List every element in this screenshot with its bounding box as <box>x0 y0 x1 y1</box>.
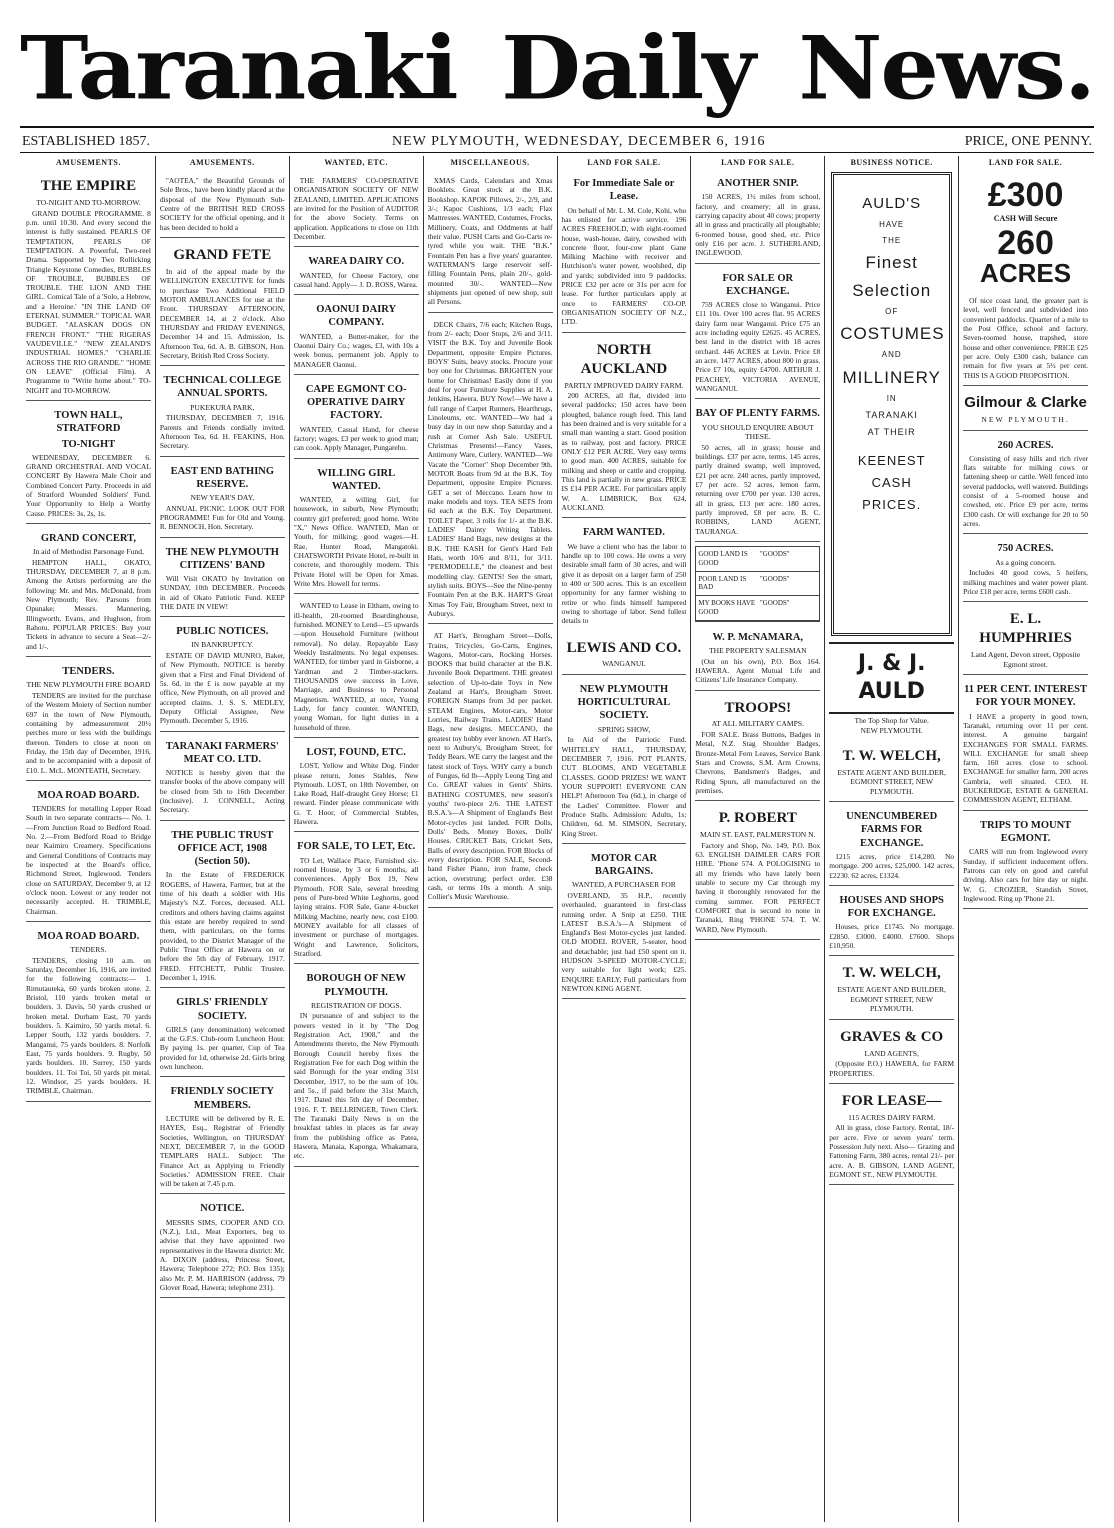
ad-welch-1 <box>829 742 954 803</box>
ad-title: Gilmour & Clarke <box>964 394 1087 412</box>
ad-750-acres <box>963 537 1088 602</box>
box-line: THE <box>882 236 902 246</box>
ad-title: TROOPS! <box>724 699 792 716</box>
goods-cell: "GOODS" <box>758 547 819 572</box>
ad-houses-shops <box>829 889 954 956</box>
ad-body: "AOTEA," the Beautiful Grounds of Sole Bros., have been kindly placed at the disposal of the New Plymouth Sub-Centre of the BRITISH RED CROSS SOCIETY for the official opening, and it has been decided to hold a <box>159 176 285 232</box>
ad-body: WANTED, a Butter-maker, for the Oaonui Dairy Co.; wages, £3, with 10s a week bonus, permanent job. Apply to MANAGER Oaonui. <box>293 331 419 369</box>
ad-public-notices <box>160 620 285 731</box>
ad-title: THE PUBLIC TRUST OFFICE ACT, 1908 (Section 50). <box>171 829 274 868</box>
ad-title: 260 ACRES. <box>997 439 1054 451</box>
ad-body: 150 ACRES, 1½ miles from school, factory, and creamery; all in grass, carrying capacity about 40 cows; property all in grass and practically all ploughable; 6-roomed house, good shed, etc. Price only £16 per acre. J. SUTHERLAND, INGLEWOOD. <box>695 192 821 258</box>
ad-subtitle: WANTED, A PURCHASER FOR <box>572 880 676 890</box>
top-rule <box>20 126 1094 128</box>
ad-title: GRAND CONCERT, <box>40 533 136 545</box>
ad-body: WANTED, Casual Hand, for cheese factory; wages, £3 per week to good man; can cook. Apply Manager, Pungarehu. <box>293 424 419 453</box>
ad-oaonui-dairy <box>294 298 419 375</box>
ad-title: T. W. WELCH, <box>842 747 941 764</box>
ad-body: GRAND DOUBLE PROGRAMME. 8 p.m. until 10.30. And every second the interest is fully sustained. PEARLS OF TEMPTATION, PEARLS OF TEMPTATION. A Powerful, Two-reel Drama. Supported by Two Rollicking Triangle Keystone Comedies, BUBBLES OF TROUBLE, BUBBLES OF TROUBLE. THE LION AND THE GIRL. Comical Tale of a 'Solo, a Hebrew, and a Heroine.' "IN THE LAND OF ETERNAL SUMMER." TOPICAL WAR BUDGET. "ALASKAN DOGS ON FRENCH FRONT." "THE RIGERAS VAUDEVILLE." "NEW ZEALAND'S INDUSTRIAL HOMES." "CHARLIE ACROSS THE RIO GRANDE." "HOME ON LEAVE" (Official Film). A Programme to "Write home about." TO-NIGHT and TO-MORROW. <box>26 208 151 395</box>
ad-mcnamara <box>695 626 820 691</box>
ad-title: TOWN HALL, STRATFORD <box>54 410 123 435</box>
ad-title: GRAVES & CO <box>840 1028 944 1045</box>
column-head: AMUSEMENTS. <box>189 158 255 167</box>
ad-title: HOUSES AND SHOPS FOR EXCHANGE. <box>839 894 944 920</box>
ad-body: WEDNESDAY, DECEMBER 6. GRAND ORCHESTRAL AND VOCAL CONCERT By Hawera Male Choir and Combined Concert Party. Proceeds in aid of Stratford Wounded Soldiers' Fund. Your Opportunity to Help a Worthy Cause. PRICES: 3s, 2s, 1s. <box>26 452 151 518</box>
ad-body: DECK Chairs, 7/6 each; Kitchen Rugs, from 2/- each; Door Stops, 2/6 and 3/11. VISIT the B.K. Toy and Juvenile Book Department, opposite Empire Pictures. BOYS' Suits, heavy stocks. Procure your boy one for Christmas. BRIGHTEN your home for Christmas! Easily done if you deal for your Furniture Supplies at H. A. Jenkins, Hawera. BUY Now!—We have a full range of Carpet Runners, Hearthrugs, Linoleums, etc. WANTED—We had a busy day in our new shop Saturday and a rush at Corner Ash Sale. USEFUL Christmas Presents!—Fancy Vases, Antimony Ware, Cutlery. WANTED—We Vacate the "Corner" Shop December 9th. MOTOR Boats from 9d at the B.K. Toy Department, opposite Empire Pictures. GET a set of Meccano. Learn how to make models and toys. TEA SETS from 6d each at the B.K. Toy Department. TOILET Paper, 3 rolls for 1/- at the B.K. LADIES' Dainty Writing Tablets. LADIES' Hand Bags, new designs at the B.K. THE KASH for Gent's Hard Felt Hats, worth 10/6 and 8/11, for 3/11. "PERMODELLE," the cleanest and best modelling clay. GENTS! See the smart, stylish suits. BOYS—See the Nine-penny Fountain Pen at the B.K. HART'S Great Xmas Toy Fair, Brougham Street, next to Auburys. <box>427 319 553 618</box>
ad-coast-land <box>963 292 1088 386</box>
big-acres: 260 <box>997 224 1054 263</box>
ad-notice-sims <box>160 1197 285 1298</box>
ad-body: Will Visit OKATO by Invitation on SUNDAY, 10th DECEMBER. Proceeds in aid of Okato Patriotic Fund. KEEP THE DATE IN VIEW! <box>159 573 285 611</box>
ad-title: FOR SALE OR EXCHANGE. <box>722 272 794 297</box>
masthead-word-taranaki: Taranaki <box>20 16 457 120</box>
column-amusements-1 <box>22 156 156 1522</box>
column-land-2 <box>691 156 825 1522</box>
ad-subtitle: REGISTRATION OF DOGS. <box>310 1000 402 1010</box>
date-text: NEW PLYMOUTH, WEDNESDAY, DECEMBER 6, 1916 <box>392 134 766 149</box>
ad-for-lease <box>829 1087 954 1185</box>
ad-unencumbered <box>829 805 954 886</box>
column-head: LAND FOR SALE. <box>988 158 1063 167</box>
ad-title: FARM WANTED. <box>583 527 665 539</box>
ad-body: MESSRS SIMS, COOPER AND CO. (N.Z.), Ltd., Meat Exporters, beg to advise that they have appointed two representatives in the Hawera district: Mr. A. DIXON (address, Princess Street, Hawera; Telephone 272; P.O. Box 135); also Mr. P. M. HARRISON (address, 79 Glover Road, Hawera; telephone 231). <box>159 1217 285 1292</box>
ad-borough-dogs <box>294 967 419 1166</box>
ad-subtitle: THE NEW PLYMOUTH FIRE BOARD <box>26 680 151 690</box>
ad-title: NORTH AUCKLAND <box>580 341 668 377</box>
ad-body: THE FARMERS' CO-OPERATIVE ORGANISATION SOCIETY OF NEW ZEALAND, LIMITED. APPLICATIONS are invited for the Position of AUDITOR for the above Society. Terms on application. Applications to close on 11th December. <box>293 176 419 242</box>
ad-horticultural <box>562 678 687 844</box>
ad-p-robert <box>695 804 820 940</box>
aulds-box-ad <box>831 172 952 636</box>
box-line: COSTUMES <box>840 324 945 344</box>
big-price: £300 <box>987 176 1064 215</box>
ad-subtitle: WANGANUI. <box>602 659 646 669</box>
ad-body: TENDERS for metalling Lepper Road South in two separate contracts— No. 1.—From Junction Road to Bedford Road. No. 2.—From Bedford Road to Bridge near Kaimiro Creamery. Specifications and General Conditions of Contracts may be inspected at the Board's office, Richmond Street, Inglewood. Tenders close on SATURDAY, December 9, at 12 o'clock noon. Lowest or any tender not necessarily accepted. H. TRIMBLE, Chairman. <box>26 804 151 916</box>
masthead <box>20 18 1094 118</box>
ad-girls-friendly <box>160 991 285 1077</box>
ad-body: (Out on his own), P.O. Box 164. HAWERA. Agent Mutual Life and Citizens' Life Insurance Company. <box>695 656 821 685</box>
ad-title: LEWIS AND CO. <box>566 639 682 656</box>
goods-cell: POOR LAND IS BAD <box>696 572 757 597</box>
ad-title: TENDERS. <box>62 666 115 678</box>
box-line: Selection <box>852 280 932 300</box>
column-head: WANTED, ETC. <box>324 158 388 167</box>
ad-title: E. L. HUMPHRIES <box>979 611 1072 647</box>
column-head: LAND FOR SALE. <box>721 158 795 167</box>
goods-cell: MY BOOKS HAVE GOOD <box>696 596 757 621</box>
goods-cell: "GOODS" <box>758 596 819 621</box>
ad-body: FOR SALE. Brass Buttons, Badges in Metal, N.Z. Stag Shoulder Badges, Bronze-Metal Fern Leaves, Service Bank Stars and Crowns, S.M. Arm Crowns, Chevrons, Bandsmen's Badges, and Riding Spurs, all manufactured on the premises. <box>695 730 821 795</box>
ad-body: HEMPTON HALL, OKATO, THURSDAY, DECEMBER 7, at 8 p.m. Among the Artists performing are the following: Mr. and Mrs. McDonald, from New Plymouth; Rev. Parsons from Opunake; Messrs. Mannering, Illingworth, Evans, and Hughson, from Rahotu. POPULAR PRICES: Buy your Tickets in advance to secure a Seat—2/- and 1/-. <box>26 557 151 651</box>
ad-body: ESTATE OF DAVID MUNRO, Baker, of New Plymouth. NOTICE is hereby given that a First and Final Dividend of 5s. 6d. in the £ is now payable at my office, New Plymouth, on all proved and accepted claims. J. S. S. MEDLEY, Deputy Official Assignee, New Plymouth. December 5, 1916. <box>159 651 285 726</box>
column-head: LAND FOR SALE. <box>587 158 661 167</box>
box-line: AT THEIR <box>867 427 916 438</box>
ad-misc-3 <box>428 627 553 908</box>
ad-title: CAPE EGMONT CO-OPERATIVE DAIRY FACTORY. <box>305 384 407 422</box>
ad-body: On behalf of Mr. L. M. Cole, Kohi, who has enlisted for active service. 196 ACRES FREEHOLD, with eight-roomed house, wash-house, dairy, cowshed with concrete floor, four-cow plant Gane Milking Machine with receiver and Hutchison's water power, woolshed, dip and yards; subdivided into 9 paddocks. PRICE £32 per acre or 31s per acre for lease. For further particulars apply at once to FARMERS' CO-OP. ORGANISATION SOCIETY OF N.Z., LTD. <box>561 205 687 327</box>
ad-title: GRAND FETE <box>173 247 272 264</box>
ad-warea-dairy <box>294 250 419 295</box>
ad-title: UNENCUMBERED FARMS FOR EXCHANGE. <box>846 811 938 849</box>
ad-body: THURSDAY, DECEMBER 7, 1916. Parents and Friends cordially invited. Afternoon Tea, 6d. H. FEAKINS, Hon. Secretary. <box>159 413 285 451</box>
ad-for-sale <box>294 835 419 964</box>
ad-misc-1 <box>428 172 553 313</box>
box-line: HAVE <box>879 219 905 229</box>
ad-title: P. ROBERT <box>718 810 797 827</box>
ad-body: 759 ACRES close to Wanganui. Price £11 10s. Over 100 acres flat. 95 ACRES dairy farm near Wanganui. Price £75 an acre including equity £2625. 45 ACRES, best land in the district with 18 acres orchard. 446 ACRES at Levin. Price £8 an acre. 1477 ACRES, about 800 in grass. Price £7 10s, equity £4700. ARTHUR J. PEACHEY, VICTORIA AVENUE, WANGANUI. <box>695 300 821 393</box>
ad-cape-egmont <box>294 378 419 459</box>
ad-title: NOTICE. <box>200 1203 245 1215</box>
established-text: ESTABLISHED 1857. <box>22 134 150 149</box>
ad-moa-road-2 <box>26 925 151 1102</box>
ad-title: W. P. McNAMARA, <box>712 631 804 643</box>
ad-troops <box>695 694 820 802</box>
column-head: AMUSEMENTS. <box>56 158 121 167</box>
ad-title: TARANAKI FARMERS' MEAT CO. LTD. <box>165 740 279 765</box>
ad-subtitle: YOU SHOULD ENQUIRE ABOUT THESE. <box>701 422 814 442</box>
ad-subtitle: IN BANKRUPTCY. <box>191 640 254 650</box>
ad-grand-fete <box>160 241 285 366</box>
ad-title: WILLING GIRL WANTED. <box>317 467 396 492</box>
ad-lewis-co <box>562 634 687 675</box>
ad-title: BOROUGH OF NEW PLYMOUTH. <box>306 973 406 998</box>
ad-body: Of nice coast land, the greater part is level, well fenced and subdivided into convenient paddocks. Quarter of a mile to the Post Office, school and factory. Seven-roomed house, trapshed, store house and other convenience. PRICE £25 per acre. Only £300 cash, balance can remain for five years at 5½ per cent. THIS IS A GOOD PROPOSITION. <box>963 296 1088 380</box>
ad-title: TECHNICAL COLLEGE ANNUAL SPORTS. <box>163 375 282 400</box>
ad-title: FRIENDLY SOCIETY MEMBERS. <box>170 1086 274 1111</box>
ad-body: In Aid of the Patriotic Fund. WHITELEY HALL, THURSDAY, DECEMBER 7, 1916. POT PLANTS, CUT BLOOMS, AND VEGETABLE CLASSES. GOOD PRIZES! WE WANT YOUR SUPPORT! EVERYONE CAN HELP! Afternoon Tea (6d.), in charge of the Ladies' Committee. Flower and Produce Stalls. Admission: Adults, 1s; Children, 6d. M. SIMSON, Secretary, King Street. <box>561 735 687 838</box>
ad-body: ANNUAL PICNIC. LOOK OUT FOR PROGRAMME! Fun for Old and Young. R. BENNOCH, Hon. Secretary. <box>159 503 285 532</box>
box-line: CASH <box>871 475 912 491</box>
column-wanted <box>290 156 424 1522</box>
goods-table <box>695 546 820 622</box>
box-line: IN <box>886 393 897 403</box>
ad-subtitle: TENDERS. <box>70 945 107 955</box>
ad-title: EAST END BATHING RESERVE. <box>170 465 275 490</box>
ad-body: OVERLAND, 35 H.P., recently overhauled, guaranteed in first-class running order. A Snip at £250. THE LATEST B.S.A.'s—A Shipment of England's Best Motor-cycles just landed. OLD MODEL ROVER, 5-seater, hood and detachable; just had £50 spent on it. HUDSON 3-SPEED MOTOR-CYCLE; very suitable for light work; £25. ENQUIRE EARLY, Full particulars from NEWTON KING AGENT. <box>561 890 687 994</box>
ad-bathing-reserve <box>160 460 285 538</box>
ad-north-auckland <box>562 336 687 519</box>
ad-humphries <box>963 605 1088 675</box>
ad-body: XMAS Cards, Calendars and Xmas Booklets. Great stock at the B.K. Bookshop. KAPOK Pillows, 2/-, 2/9, and 3/-; Kapoc Cushions, 1/3 each; Flax Mattresses. WANTED, Costumes, Frocks, Millinery, Coats, and Oddments at half their value. PUSH Carts and Go-Carts re-tyred while you wait. THE "B.K." Fountain Pen has a five years' guarantee. WATERMAN'S large reservoir self-filling Fountain Pens, plain 20/-, gold-mounted 30/-. WANTED—New shipments just opened of new shop, suit all Persons. <box>427 176 553 307</box>
ad-subtitle: 115 ACRES DAIRY FARM. <box>848 1112 936 1122</box>
auld-logo: J. & J. AULD <box>829 642 954 713</box>
ad-body: We have a client who has the labor to handle up to 100 cows. He owns a very desirable small farm of 30 acres, and will give it as deposit on a larger farm of 250 to 400 or 500 acres. This is an excellent opportunity for any farmer wishing to retire or who finds himself hampered owing to shortage of labor. Send fullest details to <box>561 541 687 626</box>
ad-body: 200 ACRES, all flat, divided into several paddocks; 150 acres have been ploughed, balance rough feed. This land has been drained and is very suitable for a small man wanting a start. Good position as to railway, post and factory. PRICE ONLY £12 PER ACRE. Very easy terms to good man. 400 ACRES, suitable for milking and sheep or cattle and cropping. This land is partially in new grass. PRICE IS £14 PER ACRE. For particulars apply W. A. LIMBRICK, Box 624, AUCKLAND. <box>561 391 687 513</box>
ad-title: PUBLIC NOTICES. <box>176 626 269 638</box>
ad-subtitle: PARTLY IMPROVED DAIRY FARM. <box>564 380 684 390</box>
dateline <box>22 134 1092 150</box>
ad-subtitle: PUKEKURA PARK, <box>190 402 255 412</box>
ad-title: FOR LEASE— <box>841 1092 942 1109</box>
ad-empire <box>26 172 151 401</box>
ad-title: T. W. WELCH, <box>842 965 941 982</box>
goods-cell: "GOODS" <box>758 572 819 597</box>
box-line: KEENEST <box>857 452 926 468</box>
column-amusements-2 <box>156 156 290 1522</box>
ad-body: CARS will run from Inglewood every Sunday, if sufficient inducement offers. Patrons can rely on good and careful driving. Also cars for hire day or night. W. G. CROZIER, Standish Street, Inglewood. Ring up 'Phone 21. <box>963 847 1088 903</box>
ad-body: NOTICE is hereby given that the transfer books of the above company will be closed from 5th to 16th December (inclusive). J. CONNELL, Acting Secretary. <box>159 768 285 815</box>
ad-subtitle: AT ALL MILITARY CAMPS. <box>711 719 804 729</box>
ad-farmers-coop <box>294 172 419 247</box>
box-line: PRICES. <box>862 497 922 513</box>
ad-willing-girl <box>294 462 419 595</box>
ad-title: TRIPS TO MOUNT EGMONT. <box>979 819 1072 845</box>
box-line: AND <box>881 350 902 360</box>
ad-title: 750 ACRES. <box>997 543 1054 555</box>
ad-subtitle: SPRING SHOW, <box>597 724 651 734</box>
price-text: PRICE, ONE PENNY. <box>964 134 1092 149</box>
big-acres-label: ACRES <box>980 258 1072 289</box>
ad-farmers-meat <box>160 735 285 821</box>
ad-body: TENDERS, closing 10 a.m. on Saturday, December 16, 1916, are invited for the following contracts:— 1. Rimutauteka, 60 yards broken stone. 2. Bristol, 110 yards broken metal or boulders. 3. Davis, 50 yards crushed or broken metal. Durham East, 70 yards boulders. 5. Kaimiro, 50 yards metal. 6. Lepper South, 132 yards boulders. 7. Manganui, 75 yards boulders. 8. Norfolk East, 75 yards boulders. 9. Rugby, 50 yards boulders. 10. Surrey, 150 yards boulders. 11. Toi Toi, 50 yards pit metal. 12. Windsor, 25 yards boulders. H. TRIMBLE, Chairman. <box>26 955 151 1096</box>
goods-cell: GOOD LAND IS GOOD <box>696 547 757 572</box>
box-line: TARANAKI <box>865 409 918 420</box>
ad-moa-road-1 <box>26 784 151 922</box>
ad-subtitle: THE PROPERTY SALESMAN <box>709 646 807 656</box>
ad-subtitle: LAND AGENTS, <box>864 1048 919 1058</box>
ad-title: BAY OF PLENTY FARMS. <box>695 408 820 420</box>
ad-title: For Immediate Sale or Lease. <box>573 178 675 203</box>
ad-body: Includes 40 good cows, 5 heifers, milking machines and water power plant. Price £18 per acre, terms £600 cash. <box>963 568 1088 596</box>
ad-lost-found <box>294 741 419 833</box>
box-line: OF <box>885 306 899 316</box>
ad-gilmour-clarke <box>963 389 1088 430</box>
ad-classifieds <box>294 597 419 738</box>
ad-subtitle: As a going concern. <box>995 557 1056 567</box>
ad-another-snip <box>695 172 820 264</box>
ad-farm-wanted <box>562 521 687 630</box>
ad-title: NEW PLYMOUTH HORTICULTURAL SOCIETY. <box>577 684 671 722</box>
ad-title: OAONUI DAIRY COMPANY. <box>316 304 397 329</box>
ad-town-hall <box>26 404 151 524</box>
column-land-3 <box>959 156 1092 1522</box>
ad-body: In the Estate of FREDERICK ROGERS, of Hawera, Farmer, but at the time of his death a soldier with His Majesty's N.Z. Forces, deceased. ALL creditors and others having claims against this estate are hereby required to send them, with particulars, on the forms provided, to the District Manager of the Public Trust Office at Hawera on or before the 5th day of February, 1917. FRED. FITCHETT, Public Trustee. December 1, 1916. <box>159 870 285 983</box>
ad-body: Houses, price £1745. No mortgage. £2850. £3000. £4000. £7600. Shops £10,950. <box>829 922 955 950</box>
column-miscellaneous <box>424 156 558 1522</box>
ad-title: ANOTHER SNIP. <box>717 178 799 190</box>
ad-subtitle: ESTATE AGENT AND BUILDER, EGMONT STREET, NEW PLYMOUTH. <box>837 767 946 796</box>
ad-260-acres <box>963 434 1088 535</box>
ad-body: GIRLS (any denomination) welcomed at the G.F.S. Club-room Luncheon Hour. By paying 1s. per quarter, Cup of Tea provided for 1d, otherwise 2d. Girls bring own luncheon. <box>159 1024 285 1072</box>
ad-title: MOA ROAD BOARD. <box>37 931 140 942</box>
ad-citizens-band <box>160 541 285 618</box>
ad-friendly-society <box>160 1080 285 1194</box>
ad-body: Factory and Shop, No. 149, P.O. Box 63. ENGLISH DAIMLER CARS FOR HIRE. 'Phone 574. A POLOGISING to all my friends who have lately been unable to secure my Car through my having it thoroughly renovated for the coming summer. FOR PERFECT COMFORT that is second to none in Taranaki, Ring 'PHONE 574. T. W. WARD, New Plymouth. <box>695 840 821 934</box>
box-line: AULD'S <box>862 195 922 213</box>
ad-body: WANTED, a willing Girl, for housework, in suburb, New Plymouth; country girl preferred; good home. Write "X," News Office. WANTED, Man or Youth, for milking; good wages.—H. Rae, Hunter Road, Mangatoki. CHATSWORTH Private Hotel, re-built in concrete, and thoroughly modern. This Private Hotel will be Open for Xmas. Write Mrs. Howell for terms. <box>293 495 419 589</box>
bottom-rule <box>20 152 1094 153</box>
ad-body: LECTURE will be delivered by R. E. HAYES, Esq., Registrar of Friendly Societies, Wellington, on THURSDAY NEXT, DECEMBER 7, in the GOOD TEMPLARS HALL. Subject: 'The Finance Act as Applying to Friendly Societies.' ADMISSION FREE. Chair will be taken at 7.45 p.m. <box>159 1113 285 1189</box>
ad-fire-board <box>26 660 151 781</box>
ad-title: WAREA DAIRY CO. <box>308 256 405 268</box>
ad-title: THE NEW PLYMOUTH CITIZENS' BAND <box>165 546 279 571</box>
ad-subtitle: ESTATE AGENT AND BUILDER, EGMONT STREET, NEW PLYMOUTH. <box>837 985 946 1014</box>
columns <box>22 156 1092 1522</box>
ad-body: Consisting of easy hills and rich river flats suitable for milking cows or fattening sheep or cattle. Well fenced into several paddocks, well watered. Buildings consist of a 5-roomed house and cowshed, etc. Price £9 per acre, terms £300 cash. Or will exchange for 20 to 50 acres. <box>963 453 1088 529</box>
ad-title: MOTOR CAR BARGAINS. <box>590 852 657 878</box>
masthead-word-daily: Daily <box>501 16 754 120</box>
ad-subtitle: Land Agent, Devon street, Opposite Egmont street. <box>970 649 1081 669</box>
ad-immediate-sale <box>562 172 687 333</box>
ad-body: I HAVE a property in good town, Taranaki, returning over 11 per cent. interest. A genuine bargain! EXCHANGES FOR SMALL FARMS. WILL EXCHANGE for small sheep farm, 160 acres close to school. EXCHANGE for smaller farm, 200 acres Cambria, well situated. CEO. H. BUCKERIDGE, ESTATE & GENERAL COMMISSION AGENT, ELTHAM. <box>963 711 1088 805</box>
box-line: MILLINERY <box>842 367 941 387</box>
big-cash-label: CASH Will Secure <box>993 214 1058 224</box>
ad-title: FOR SALE, TO LET, Etc. <box>297 841 416 853</box>
ad-interest <box>963 678 1088 811</box>
ad-subtitle: MAIN ST. EAST, PALMERSTON N. <box>700 830 816 840</box>
ad-subtitle: TO-NIGHT AND TO-MORROW. <box>36 197 141 207</box>
ad-body: WANTED, for Cheese Factory, one casual hand. Apply— J. D. ROSS, Warea. <box>293 270 419 289</box>
ad-title: GIRLS' FRIENDLY SOCIETY. <box>176 997 269 1022</box>
ad-technical-college <box>160 369 285 456</box>
ad-title: LOST, FOUND, ETC. <box>306 746 406 758</box>
ad-grand-concert <box>26 527 151 657</box>
ad-body: IN pursuance of and subject to the powers vested in it by "The Dog Registration Act, 1908," and the Amendments thereto, the New Plymouth Borough Council hereby fixes the Registration Fee for each Dog within the said Borough for the year ending 31st December, 1917, to be the sum of 10s. and 5s., if paid before the 31st March, 1917. Dated this 5th day of December, 1916. F. T. BELLRINGER, Town Clerk. The Taranaki Daily News is on the breakfast tables in places as far away from the publishing office as Patea, Hawera, Manaia, Kaponga, Whakamara, etc. <box>293 1011 419 1161</box>
auld-tagline: The Top Shop for Value. <box>854 715 929 725</box>
ad-mount-egmont <box>963 814 1088 909</box>
ad-bay-of-plenty <box>695 402 820 542</box>
ad-body: AT Hart's, Brougham Street—Dolls, Trains, Tricycles, Go-Carts, Engines, Wagons, Motor-cars, Rocking Horses. BOOKS that build character at the B.K. Juvenile Book Department. THE greatest selection of Up-to-date Toys in New Zealand at Hart's, Brougham Street. FOREIGN Stamps from 3d per packet. STEAM Engines, Motor-cars, Motor Lorries, Railway Trains. LADIES' Hand Bags, new designs. MECCANO, the greatest toy hobby ever known. AT Hart's, next to Aubury's, Brougham Street, for Teddy Bears. WE carry the largest and the latest stock of Toys. WHY carry a bunch of Fungus, 6d lb—Apply Leong Ting and Co. GREAT values in Gents' Shirts. BATHING COSTUMES, new season's youths' two-piece 2/6. THE LATEST B.S.A.'s—A Shipment of England's Best Motor-cycles just landed. FOR Dolls, Dolls' Beds, Money Boxes, Dolls' Houses. CRICKET Bats, Cricket Sets, Balls of every description. FOR Blocks of every description. FOR SALE, Second-hand Fisher Piano, iron frame, check action, overstrung; perfect order. £38 cash, or terms 10s a month. A snip. Collier's Music Warehouse. <box>427 631 553 902</box>
ad-body: (Opposite P.O.) HAWERA, for FARM PROPERTIES. <box>829 1059 955 1078</box>
ad-body: In aid of the appeal made by the WELLINGTON EXECUTIVE for funds to purchase Two Additional FIELD MOTOR AMBULANCES for use at the Front. THURSDAY AFTERNOON, DECEMBER 14, at 2 o'clock. Also THURSDAY and FRIDAY EVENINGS, December 14 and 15. Admission, 1s. Afternoon Tea, 6d. A. B. GIBSON, Hon. Secretary, British Red Cross Society. <box>159 266 285 360</box>
ad-graves <box>829 1023 954 1084</box>
ad-misc-2 <box>428 316 553 625</box>
column-business <box>825 156 959 1522</box>
box-line: Finest <box>865 253 918 273</box>
ad-title: THE EMPIRE <box>40 178 137 195</box>
ad-subtitle: TO-NIGHT <box>61 438 116 450</box>
column-head: MISCELLANEOUS. <box>450 158 530 167</box>
ad-welch-2 <box>829 959 954 1020</box>
ad-body: All in grass, close Factory. Rental, 18/- per acre. Five or seven years' term. Possession July next. Also— Grazing and Fattening Farm, 380 acres, rental 21/- per acre. A. B. GIBSON, LAND AGENT, EGMONT ST., NEW PLYMOUTH. <box>829 1123 955 1180</box>
ad-body: 50 acres, all in grass; house and buildings. £37 per acre, terms. 145 acres, partly drained swamp, well improved, £21 per acre. 240 acres, partly improved, £7 per acre. 52 acres, lemon farm, returning over £700 per year. 130 acres, all in grass, £13 per acre. 180 acres, partly improved, £8 per acre. B. C. ROBBINS, LAND AGENT, TAURANGA. <box>695 442 821 536</box>
ad-subtitle: NEW YEAR'S DAY, <box>190 492 255 502</box>
ad-aotea <box>160 172 285 238</box>
ad-public-trust <box>160 824 285 989</box>
auld-location: NEW PLYMOUTH. <box>860 726 923 736</box>
column-head: BUSINESS NOTICE. <box>850 158 933 167</box>
ad-title: MOA ROAD BOARD. <box>37 789 140 801</box>
ad-sale-exchange <box>695 267 820 400</box>
column-land-1 <box>558 156 692 1522</box>
masthead-word-news: News. <box>798 16 1094 120</box>
ad-body: WANTED to Lease in Eltham, owing to ill-health, 20-roomed Boardinghouse, furnished. MONEY to Lend—£5 upwards—upon Household Furniture (without removal). No delay. Repayable Easy Weekly Instalments. No legal expenses. WANTED, for timber yard in Gisborne, a Yardman and 2 Timber-stackers. THOUSANDS owe success in Love, Marriage, and Business to Personal Magnetism. WANTED, at once, Young Lady, for fancy counter. WANTED, young Woman, for light duties in a household of three. <box>293 601 419 732</box>
ad-body: TO Let, Wallace Place, Furnished six-roomed House, by 3 or 6 months, all conveniences. Apply Box 19, New Plymouth. FOR Sale, several breeding pens of Pure-bred White Leghorns, good laying strains. FOR Sale, Gane 4-bucket Milking Machine, nearly new, cost £100. MONEY available for all classes of investment or purchase of mortgages. Wright and Lawrence, Solicitors, Stratford. <box>293 855 419 958</box>
ad-title: 11 PER CENT. INTEREST FOR YOUR MONEY. <box>964 684 1088 709</box>
ad-body: 1215 acres, price £14,280. No mortgage. 200 acres, £25,000. 142 acres, £2230. 62 acres, £1324. <box>829 851 955 880</box>
ad-body: LOST, Yellow and White Dog. Finder please return, Jones Stables, New Plymouth. LOST, on 18th November, on Lake Road, Half-draught Grey Horse; £1 reward. Finder please communicate with G. T. Hoor, of Commercial Stables, Hawera. <box>293 761 419 827</box>
ad-body: TENDERS are invited for the purchase of the Western Moiety of Section number 697 in the town of New Plymouth, containing by admeasurement 20½ perches more or less with the buildings thereon. Tenders to close at noon on Friday, the 15th day of December, 1916, and to be accompanied with a deposit of £10. L. McL. MONTEATH, Secretary. <box>26 690 151 775</box>
ad-subtitle: In aid of Methodist Parsonage Fund, <box>32 547 144 557</box>
ad-motor-car <box>562 847 687 1000</box>
ad-subtitle: NEW PLYMOUTH. <box>981 415 1070 424</box>
